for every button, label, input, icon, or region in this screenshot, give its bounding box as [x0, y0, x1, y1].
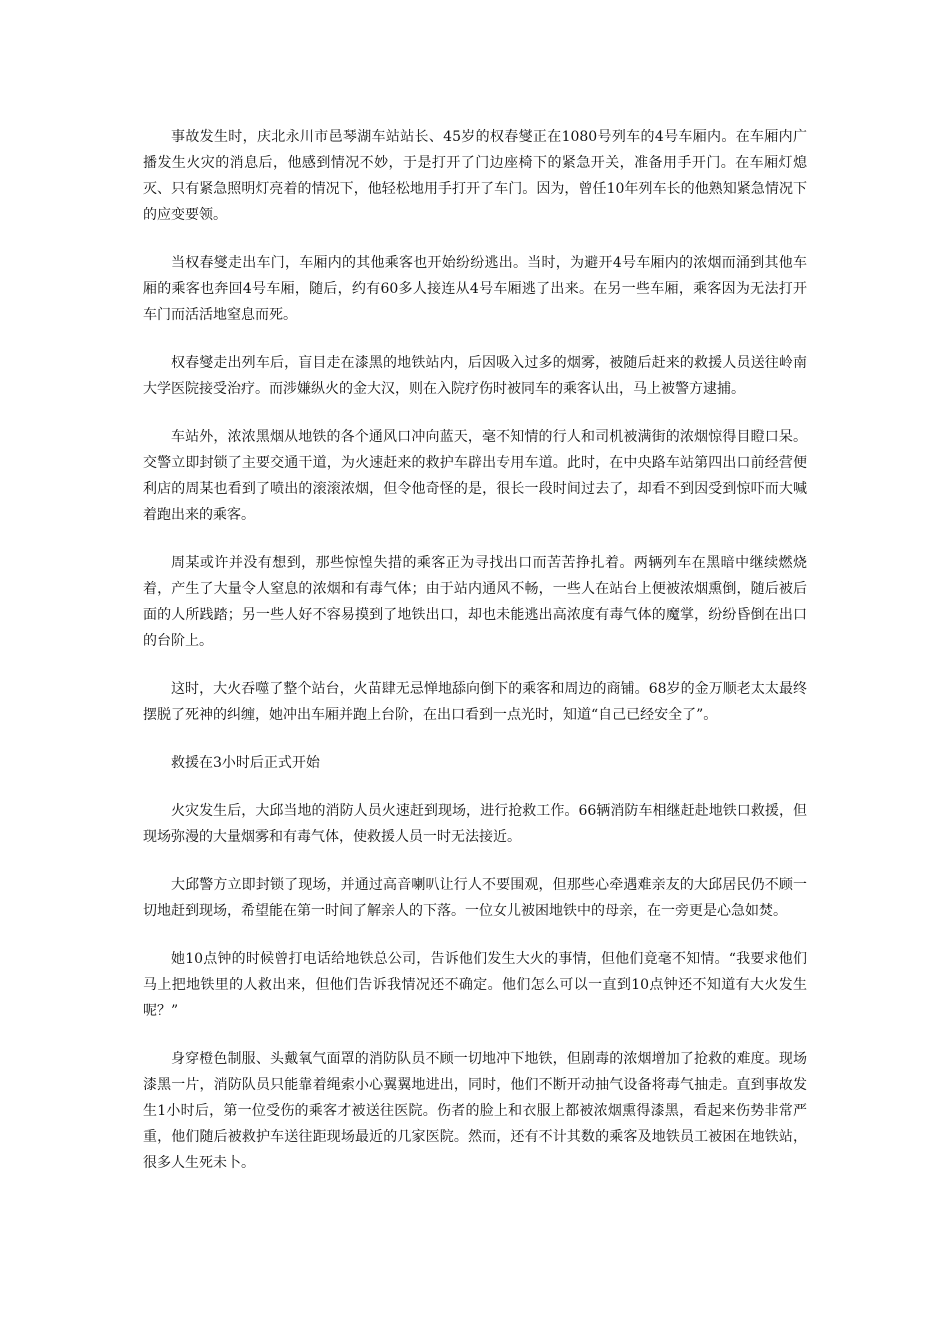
- paragraph-8: 大邱警方立即封锁了现场，并通过高音喇叭让行人不要围观，但那些心牵遇难亲友的大邱居民仍不顾一切地赶到现场，希望能在第一时间了解亲人的下落。一位女儿被困地铁中的母亲，在一旁更是心急如焚。: [143, 877, 807, 919]
- paragraph-3: 权春燮走出列车后，盲目走在漆黑的地铁站内，后因吸入过多的烟雾，被随后赶来的救援人员送往岭南大学医院接受治疗。而涉嫌纵火的金大汉，则在入院疗伤时被同车的乘客认出，马上被警方逮捕。: [143, 355, 807, 397]
- paragraph-5: 周某或许并没有想到，那些惊惶失措的乘客正为寻找出口而苦苦挣扎着。两辆列车在黑暗中继续燃烧着，产生了大量令人窒息的浓烟和有毒气体；由于站内通风不畅，一些人在站台上便被浓烟熏倒，随后被后面的人所践踏；另一些人好不容易摸到了地铁出口，却也未能逃出高浓度有毒气体的魔掌，纷纷昏倒在出口的台阶上。: [143, 555, 807, 649]
- document-body: [143, 124, 807, 1198]
- paragraph-4: 车站外，浓浓黑烟从地铁的各个通风口冲向蓝天，毫不知情的行人和司机被满街的浓烟惊得目瞪口呆。交警立即封锁了主要交通干道，为火速赶来的救护车辟出专用车道。此时，在中央路车站第四出口前经营便利店的周某也看到了喷出的滚滚浓烟，但令他奇怪的是，很长一段时间过去了，却看不到因受到惊吓而大喊着跑出来的乘客。: [143, 429, 807, 523]
- section-heading: 救援在3小时后正式开始: [171, 755, 320, 771]
- paragraph-1: 事故发生时，庆北永川市邑琴湖车站站长、45岁的权春燮正在1080号列车的4号车厢内。在车厢内广播发生火灾的消息后，他感到情况不妙，于是打开了门边座椅下的紧急开关，准备用手开门。在车厢灯熄灭、只有紧急照明灯亮着的情况下，他轻松地用手打开了车门。因为，曾任10年列车长的他熟知紧急情况下的应变要领。: [143, 129, 807, 223]
- paragraph-9: 她10点钟的时候曾打电话给地铁总公司，告诉他们发生大火的事情，但他们竟毫不知情。“我要求他们马上把地铁里的人救出来，但他们告诉我情况还不确定。他们怎么可以一直到10点钟还不知道有大火发生呢？”: [143, 951, 807, 1019]
- paragraph-6: 这时，大火吞噬了整个站台，火苗肆无忌惮地舔向倒下的乘客和周边的商铺。68岁的金万顺老太太最终摆脱了死神的纠缠，她冲出车厢并跑上台阶，在出口看到一点光时，知道“自己已经安全了”。: [143, 681, 807, 723]
- paragraph-10: 身穿橙色制服、头戴氧气面罩的消防队员不顾一切地冲下地铁，但剧毒的浓烟增加了抢救的难度。现场漆黑一片，消防队员只能靠着绳索小心翼翼地进出，同时，他们不断开动抽气设备将毒气抽走。直到事故发生1小时后，第一位受伤的乘客才被送往医院。伤者的脸上和衣服上都被浓烟熏得漆黑，看起来伤势非常严重，他们随后被救护车送往距现场最近的几家医院。然而，还有不计其数的乘客及地铁员工被困在地铁站，很多人生死未卜。: [143, 1051, 807, 1171]
- paragraph-7: 火灾发生后，大邱当地的消防人员火速赶到现场，进行抢救工作。66辆消防车相继赶赴地铁口救援，但现场弥漫的大量烟雾和有毒气体，使救援人员一时无法接近。: [143, 803, 807, 845]
- paragraph-2: 当权春燮走出车门，车厢内的其他乘客也开始纷纷逃出。当时，为避开4号车厢内的浓烟而涌到其他车厢的乘客也奔回4号车厢，随后，约有60多人接连从4号车厢逃了出来。在另一些车厢，乘客因为无法打开车门而活活地窒息而死。: [143, 255, 807, 323]
